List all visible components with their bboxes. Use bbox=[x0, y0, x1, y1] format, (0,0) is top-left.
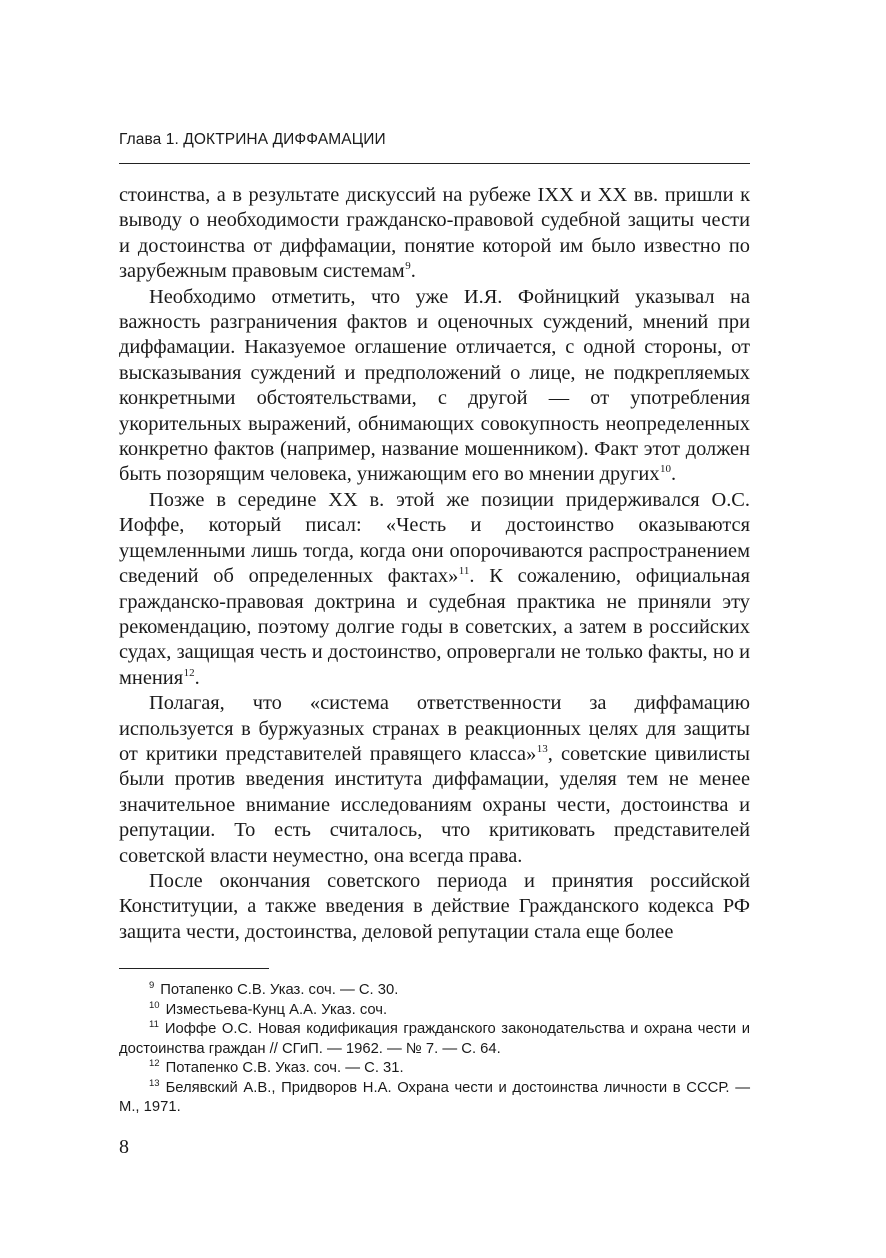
paragraph bbox=[119, 488, 750, 691]
text-run: . К сожалению, официальная гражданско-правовая доктрина и судебная практика не приняли эту рекомендацию, поэтому долгие годы в советских, а затем в российских судах, защищая честь и достоинство, опровергали не только факты, но и мнения bbox=[119, 565, 750, 689]
paragraph bbox=[119, 183, 750, 285]
text-run: . bbox=[671, 463, 677, 486]
footnote-text: Потапенко С.В. Указ. соч. — С. 31. bbox=[165, 1060, 404, 1076]
text-run: , советские цивилисты были против введения института диффамации, уделяя тем не менее значительное внимание исследованиям охраны чести, достоинства и репутации. То есть считалось, что критиковать представителей советской власти неуместно, она всегда права. bbox=[119, 742, 750, 867]
footnote-text: Потапенко С.В. Указ. соч. — С. 30. bbox=[160, 982, 399, 998]
page-number: 8 bbox=[119, 1136, 129, 1158]
header-divider bbox=[119, 163, 750, 164]
text-run: Позже в середине XX в. этой же позиции придерживался О.С. Иоффе, который писал: «Честь и достоинство оказываются ущемленными лишь тогда, когда они опорочиваются распространением сведений об определенных фактах» bbox=[119, 488, 750, 588]
footnote-number: 13 bbox=[149, 1077, 160, 1089]
footnote-ref[interactable]: 11 bbox=[458, 565, 470, 578]
text-run: Необходимо отметить, что уже И.Я. Фойницкий указывал на важность разграничения фактов и оценочных суждений, мнений при диффамации. Наказуемое оглашение отличается, с одной стороны, от высказывания суждений и предположений о лице, не подкрепляемых конкретными обстоятельствами, с другой — от употребления укорительных выражений, обнимающих совокупность неопределенных конкретно фактов (например, название мошенником). Факт этот должен быть позорящим человека, унижающим его во мнении других bbox=[119, 285, 750, 486]
text-run: . bbox=[410, 260, 416, 283]
footnote-number: 12 bbox=[149, 1058, 160, 1069]
paragraph bbox=[119, 691, 750, 869]
footnote-number: 11 bbox=[149, 1019, 159, 1030]
text-run: Полагая, что «система ответственности за диффамацию используется в буржуазных странах в реакционных целях для защиты от критики представителей правящего класса» bbox=[119, 692, 750, 765]
paragraph bbox=[119, 285, 750, 488]
footnote bbox=[119, 1079, 750, 1118]
footnote bbox=[119, 1020, 750, 1059]
text-run: После окончания советского периода и принятия российской Конституции, а также введения в действие Гражданского кодекса РФ защита чести, достоинства, деловой репутации стала еще более bbox=[119, 869, 750, 943]
footnote-ref[interactable]: 13 bbox=[536, 742, 548, 755]
footnote-text: Изместьева-Кунц А.А. Указ. соч. bbox=[165, 1001, 388, 1018]
footnote-number: 10 bbox=[149, 999, 160, 1011]
paragraph bbox=[119, 869, 750, 945]
footnote-ref[interactable]: 12 bbox=[183, 666, 195, 679]
book-page bbox=[119, 0, 750, 1258]
footnotes bbox=[119, 981, 750, 1118]
footnote bbox=[119, 1001, 750, 1021]
running-head: Глава 1. ДОКТРИНА ДИФФАМАЦИИ bbox=[119, 131, 386, 148]
footnote-text: Иоффе О.С. Новая кодификация гражданского законодательства и охрана чести и достоинства граждан // СГиП. — 1962. — № 7. — С. 64. bbox=[119, 1021, 750, 1057]
footnote-ref[interactable]: 9 bbox=[405, 260, 411, 273]
footnote bbox=[119, 981, 750, 1001]
text-run: стоинства, а в результате дискуссий на рубеже IXX и XX вв. пришли к выводу о необходимости гражданско-правовой судебной защиты чести и достоинства от диффамации, понятие которой им было известно по зарубежным правовым системам bbox=[119, 184, 750, 283]
footnote-divider bbox=[119, 968, 269, 969]
footnote-text: Белявский А.В., Придворов Н.А. Охрана чести и достоинства личности в СССР. — М., 1971. bbox=[119, 1079, 750, 1115]
footnote-ref[interactable]: 10 bbox=[660, 463, 672, 476]
text-run: . bbox=[194, 666, 200, 689]
main-text bbox=[119, 183, 750, 945]
footnote-number: 9 bbox=[149, 980, 155, 991]
footnote bbox=[119, 1059, 750, 1079]
